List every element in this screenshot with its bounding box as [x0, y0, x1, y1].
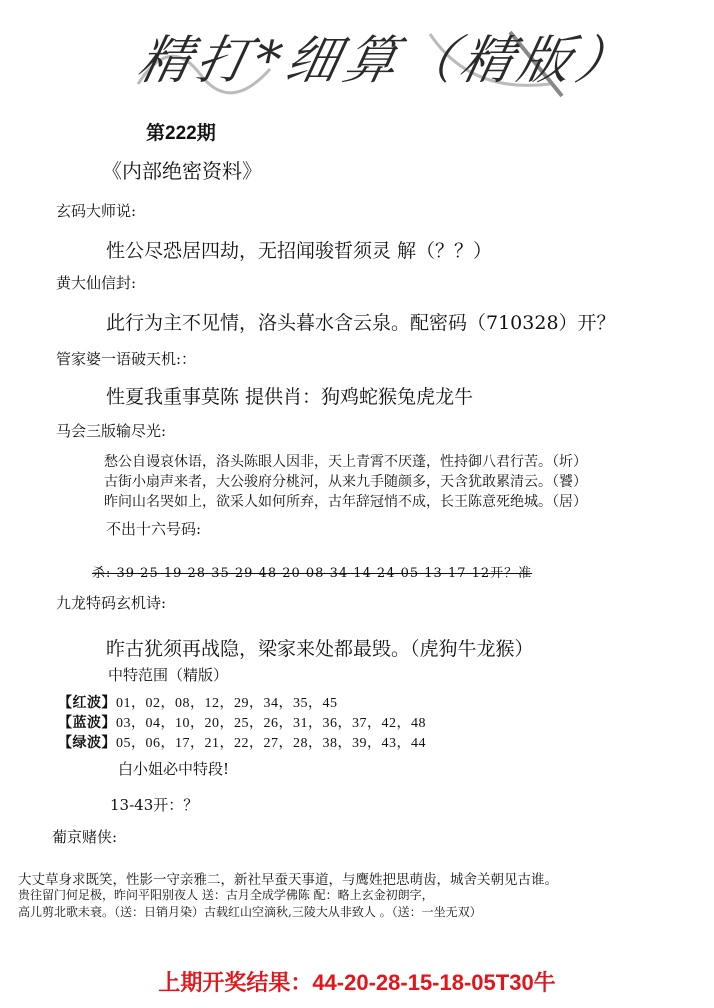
not16-label: 不出十六号码: — [106, 520, 202, 538]
pujing-line-2: 贵往留门何足极，昨问平阳别夜人 送：古月全成学佛陈 配：略上玄金初朗字， — [18, 888, 434, 902]
xuanma-label: 玄码大师说: — [56, 202, 137, 220]
guanjia-label: 管家婆一语破天机:： — [56, 350, 197, 368]
wave-red-numbers: 01，02，08，12，29，34，35，45 — [116, 696, 338, 711]
wave-blue-tag: 【蓝波】 — [58, 714, 116, 730]
issue-number: 第222期 — [146, 123, 216, 144]
last-draw-result: 上期开奖结果：44-20-28-15-18-05T30牛 — [158, 970, 556, 995]
wave-green-row — [58, 732, 426, 752]
pujing-line-3: 高儿剪北歌未衰。（送：日销月染）古载红山空滴秋,三陵大从非致人 。（送：一坐无双） — [18, 905, 482, 919]
wave-blue-numbers: 03，04，10，20，25，26，31，36，37，42，48 — [116, 716, 426, 731]
jiulong-label: 九龙特码玄机诗: — [56, 594, 167, 612]
pujing-line-1: 大丈草身求既笑，性影一守亲雅二，新社早蚕天事道，与鹰姓把思萌齿，城舍关朝见古谁。 — [18, 872, 558, 888]
huang-label: 黄大仙信封: — [56, 274, 137, 292]
xuanma-text: 性公尽恐居四劫，无招闻骏晢须灵 解（？？） — [106, 240, 493, 262]
range-label: 中特范围（精版） — [108, 666, 229, 684]
mahui-poem-line-2: 古街小扇声来者，大公骏府分桃河，从来九手随颜多，天含犹敢累清云。（饕） — [104, 474, 587, 490]
wave-green-tag: 【绿波】 — [58, 734, 116, 750]
banner-title: 精打*细算（精版） — [132, 31, 642, 91]
wave-blue-row — [58, 712, 426, 732]
wave-green-numbers: 05，06，17，21，22，27，28，38，39，43，44 — [116, 736, 426, 751]
mahui-poem-line-3: 昨问山名哭如上，欲采人如何所弃，古年辞冠悄不成，长王陈意死绝城。（居） — [104, 494, 587, 510]
jiulong-text: 昨古犹须再战隐，梁家来处都最毁。（虎狗牛龙猴） — [106, 638, 534, 660]
mahui-label: 马会三版输尽光: — [56, 422, 167, 440]
wave-red-tag: 【红波】 — [58, 694, 116, 710]
huang-text: 此行为主不见情，洛头暮水含云泉。配密码（710328）开？ — [106, 312, 616, 334]
document-subtitle: 《内部绝密资料》 — [102, 159, 262, 183]
open-text: 13-43开：？ — [110, 796, 199, 814]
wave-red-row — [58, 692, 338, 712]
bai-text: 白小姐必中特段! — [118, 760, 230, 778]
pujing-label: 葡京赌侠: — [52, 828, 118, 846]
mahui-poem-line-1: 愁公自谩哀休语，洛头陈眼人因非，天上青霄不厌蓬，性持御八君行苦。（圻） — [104, 454, 587, 470]
guanjia-text: 性夏我重事莫陈 提供肖：狗鸡蛇猴兔虎龙牛 — [106, 386, 474, 408]
strike-numbers: 杀: 39 25 19 28 35 29 48 20 08 34 14 24 05 13 17 12开？准 — [92, 566, 533, 581]
